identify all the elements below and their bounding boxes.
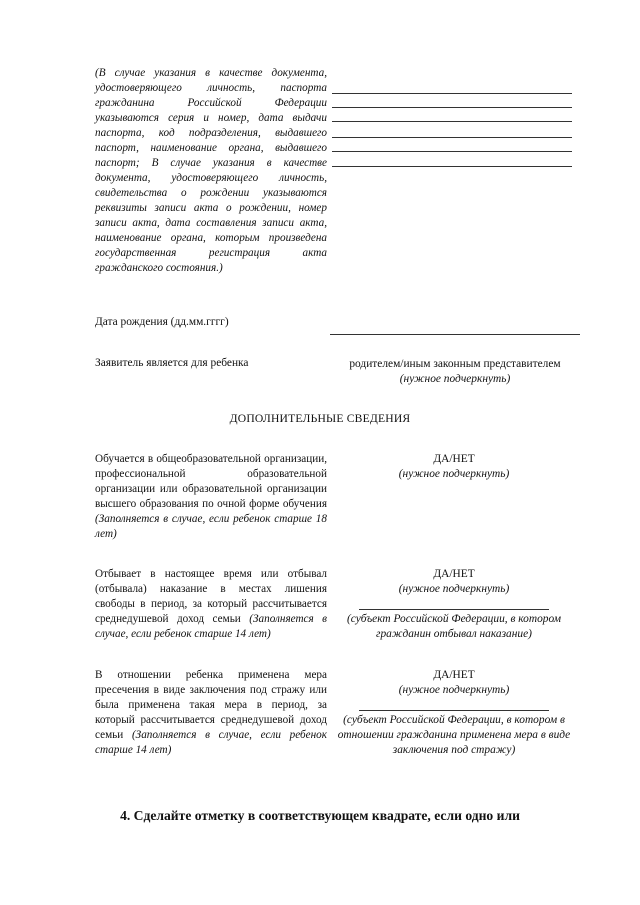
applicant-answer bbox=[330, 357, 580, 387]
region-field[interactable] bbox=[359, 609, 549, 610]
answer-study bbox=[337, 452, 571, 482]
section-heading: ДОПОЛНИТЕЛЬНЫЕ СВЕДЕНИЯ bbox=[229, 412, 411, 425]
blank-line[interactable] bbox=[332, 137, 572, 138]
question-text: В отношении ребенка применена мера пресечения в виде заключения под стражу или была применена такая мера в период, за который рассчитывается среднедушевой доход семьи bbox=[95, 669, 327, 741]
blank-line[interactable] bbox=[332, 107, 572, 108]
answer-hint: (нужное подчеркнуть) bbox=[398, 468, 510, 480]
applicant-hint: (нужное подчеркнуть) bbox=[399, 373, 511, 385]
question-note: (Заполняется в случае, если ребенок старше 14 лет) bbox=[95, 613, 328, 640]
section-4-title: 4. Сделайте отметку в соответствующем квадрате, если одно или bbox=[120, 808, 520, 823]
region-caption: (субъект Российской Федерации, в котором гражданин отбывал наказание) bbox=[346, 613, 561, 640]
question-note: (Заполняется в случае, если ребенок старше 14 лет) bbox=[95, 729, 327, 756]
birth-date-field[interactable] bbox=[330, 334, 580, 335]
question-text: Отбывает в настоящее время или отбывал (отбывала) наказание в местах лишения свободы в период, за который рассчитывается среднедушевой доход семьи bbox=[95, 568, 327, 625]
answer-detention bbox=[337, 668, 571, 758]
question-detention bbox=[95, 668, 327, 758]
question-note: (Заполняется в случае, если ребенок старше 18 лет) bbox=[95, 513, 327, 540]
blank-line[interactable] bbox=[332, 166, 572, 167]
question-study bbox=[95, 452, 327, 542]
identity-document-instructions: (В случае указания в качестве документа, удостоверяющего личность, паспорта гражданина Российской Федерации указываются серия и номер, дата выдачи паспорта, код подразделения, выдавшего паспорт, наименование органа, выдавшего паспорт; В случае указания в качестве документа, удостоверяющего личность, свидетельства о рождении указываются реквизиты записи акта о рождении, номер записи акта, дата составления записи акта, наименование органа, которым произведена государственная регистрация акта гражданского состояния.) bbox=[95, 67, 327, 274]
applicant-value[interactable]: родителем/иным законным представителем bbox=[349, 358, 561, 370]
yes-no-answer[interactable]: ДА/НЕТ bbox=[433, 669, 475, 681]
blank-line[interactable] bbox=[332, 121, 572, 122]
answer-hint: (нужное подчеркнуть) bbox=[398, 583, 510, 595]
answer-imprisonment bbox=[337, 567, 571, 642]
applicant-label: Заявитель является для ребенка bbox=[95, 357, 249, 369]
answer-hint: (нужное подчеркнуть) bbox=[398, 684, 510, 696]
yes-no-answer[interactable]: ДА/НЕТ bbox=[433, 453, 475, 465]
blank-line[interactable] bbox=[332, 151, 572, 152]
blank-line[interactable] bbox=[332, 93, 572, 94]
region-field[interactable] bbox=[359, 710, 549, 711]
question-text: Обучается в общеобразовательной организации, профессиональной образовательной организации или образовательной организации высшего образования по очной форме обучения bbox=[95, 453, 327, 510]
yes-no-answer[interactable]: ДА/НЕТ bbox=[433, 568, 475, 580]
question-imprisonment bbox=[95, 567, 327, 642]
region-caption: (субъект Российской Федерации, в котором в отношении гражданина применена мера в виде заключения под стражу) bbox=[337, 714, 571, 756]
birth-date-label: Дата рождения (дд.мм.гггг) bbox=[95, 316, 229, 328]
